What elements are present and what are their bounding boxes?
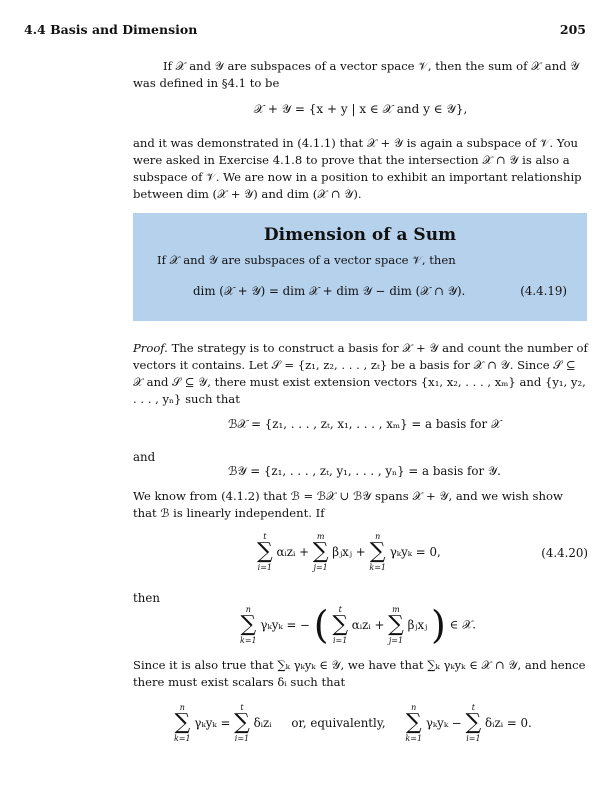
proof-text-1: The strategy is to construct a basis for 𝒳 + 𝒴 and count the number of vectors it contains. Let 𝒮 = {z₁, z₂, . . . , zₜ} be a basis for 𝒳 ∩ 𝒴. Since 𝒮 ⊆ 𝒳 and 𝒮 ⊆ 𝒴, there must exist extension vectors {x₁, x₂, . . . , xₘ} and {y₁, y₂, . . . , yₙ} such that [133,341,588,406]
sum-symbol: m ∑ j=1 [312,532,329,572]
sum-symbol: t ∑ i=1 [332,605,349,645]
basis-bx-equation: ℬ𝒳 = {z₁, . . . , zₜ, x₁, . . . , xₘ} = a basis for 𝒳 [228,417,502,431]
sum-symbol: n ∑ k=1 [174,703,191,743]
intro-paragraph-2: and it was demonstrated in (4.1.1) that 𝒳 + 𝒴 is again a subspace of 𝒱. You were asked in Exercise 4.1.8 to prove that the intersection 𝒳 ∩ 𝒴 is also a subspace of 𝒱. We are now in a position to exhibit an important relationship between dim (𝒳 + 𝒴) and dim (𝒳 ∩ 𝒴). [133,136,582,201]
sum-symbol: n ∑ k=1 [369,532,386,572]
equation-number-4-4-20: (4.4.20) [541,546,588,560]
running-header-section: 4.4 Basis and Dimension [24,22,198,37]
proof-paragraph-2: We know from (4.1.2) that ℬ = ℬ𝒳 ∪ ℬ𝒴 spans 𝒳 + 𝒴, and we wish show that ℬ is linearly independent. If [133,489,563,520]
theorem-statement: If 𝒳 and 𝒴 are subspaces of a vector space 𝒱, then [157,253,456,267]
sum-symbol: n ∑ k=1 [240,605,257,645]
equation-scalars: n ∑ k=1 γₖyₖ = t ∑ i=1 δᵢzᵢ or, equivalently, n ∑ k=1 γₖyₖ − t ∑ i=1 δᵢzᵢ = 0. [174,703,532,743]
proof-label: Proof. [133,341,168,355]
equation-4-4-20: t ∑ i=1 αᵢzᵢ + m ∑ j=1 βⱼxⱼ + n ∑ k=1 γₖyₖ = 0, [257,532,441,572]
theorem-formula: dim (𝒳 + 𝒴) = dim 𝒳 + dim 𝒴 − dim (𝒳 ∩ 𝒴). [193,284,466,298]
then-word: then [133,591,160,605]
sum-symbol: t ∑ i=1 [234,703,250,743]
page-number: 205 [559,22,586,37]
theorem-box [133,213,587,321]
intro-paragraph-1: If 𝒳 and 𝒴 are subspaces of a vector space 𝒱, then the sum of 𝒳 and 𝒴 was defined in §4.1 to be [133,59,580,90]
theorem-title: Dimension of a Sum [263,225,457,245]
basis-by-equation: ℬ𝒴 = {z₁, . . . , zₜ, y₁, . . . , yₙ} = a basis for 𝒴. [228,464,501,478]
sum-symbol: t ∑ i=1 [465,703,482,743]
sum-symbol: n ∑ k=1 [405,703,423,743]
proof-paragraph-1 [133,340,588,408]
equation-number: (4.4.19) [520,284,567,298]
sum-definition: 𝒳 + 𝒴 = {x + y | x ∈ 𝒳 and y ∈ 𝒴}, [253,102,468,116]
sum-symbol: t ∑ i=1 [257,532,273,572]
and-word: and [133,450,156,464]
equation-membership-x: n ∑ k=1 γₖyₖ = − ( t ∑ i=1 αᵢzᵢ + m ∑ j=1 βⱼxⱼ ) ∈ 𝒳. [240,603,476,647]
proof-paragraph-3: Since it is also true that ∑ₖ γₖyₖ ∈ 𝒴, we have that ∑ₖ γₖyₖ ∈ 𝒳 ∩ 𝒴, and hence there must exist scalars δᵢ such that [133,658,586,689]
sum-symbol: m ∑ j=1 [388,605,404,645]
